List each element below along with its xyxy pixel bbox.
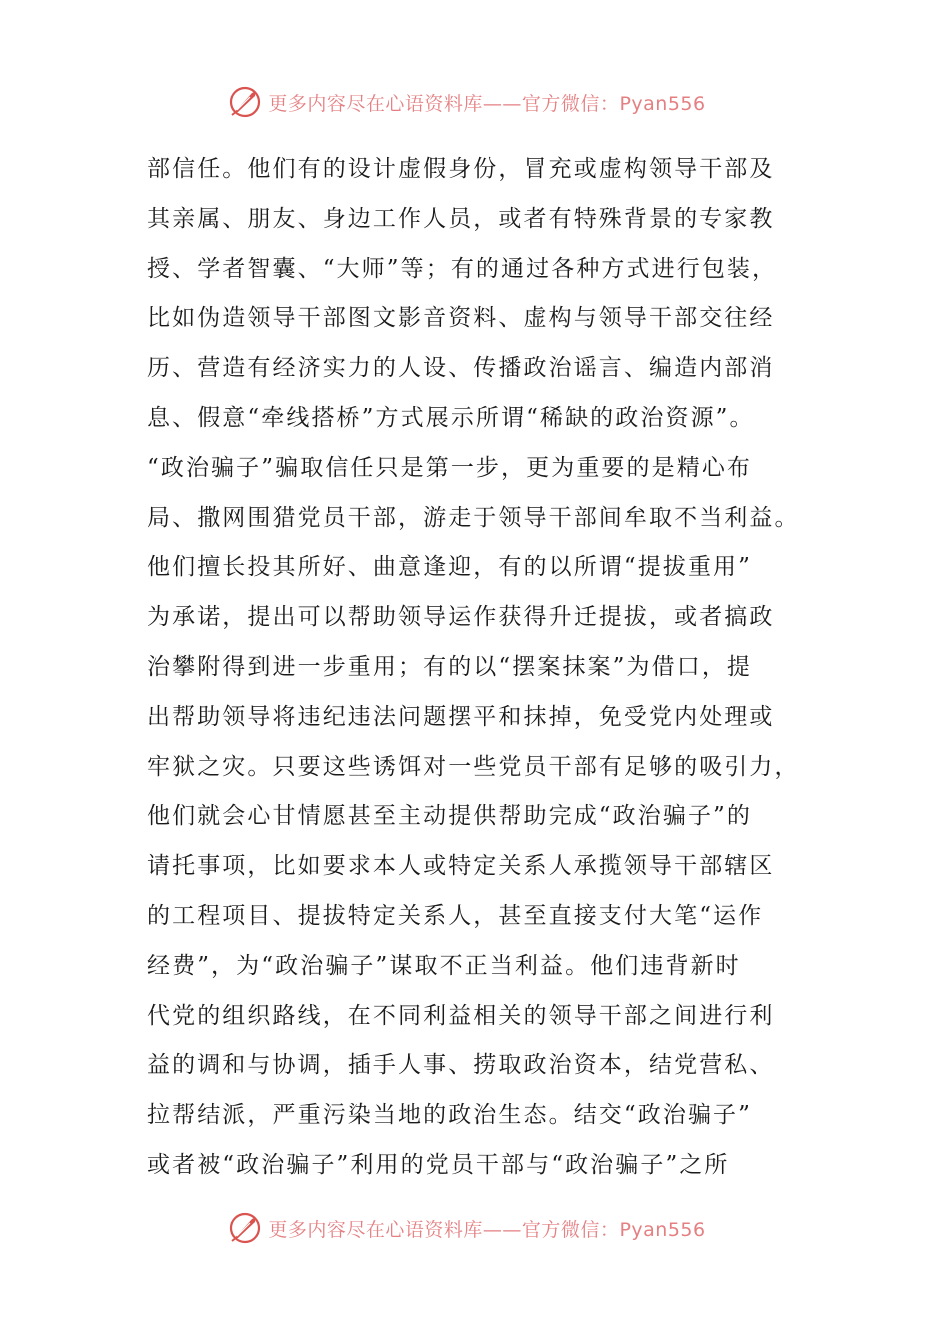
text-line: 他们擅长投其所好、曲意逢迎，有的以所谓“提拔重用” <box>147 554 753 581</box>
header-banner <box>0 82 950 122</box>
header-banner-text: 更多内容尽在心语资料库——官方微信：Pyan556 <box>268 92 706 115</box>
document-body <box>147 145 807 1191</box>
footer-banner <box>0 1208 950 1248</box>
text-line: 或者被“政治骗子”利用的党员干部与“政治骗子”之所 <box>147 1151 730 1178</box>
text-line: 代党的组织路线，在不同利益相关的领导干部之间进行利 <box>147 1002 775 1029</box>
text-line: 出帮助领导将违纪违法问题摆平和抹掉，免受党内处理或 <box>147 703 775 730</box>
text-line: 益的调和与协调，插手人事、捞取政治资本，结党营私、 <box>147 1052 775 1079</box>
text-line: 历、营造有经济实力的人设、传播政治谣言、编造内部消 <box>147 355 775 382</box>
text-line: 他们就会心甘情愿甚至主动提供帮助完成“政治骗子”的 <box>147 803 753 830</box>
text-line: 的工程项目、提拔特定关系人，甚至直接支付大笔“运作 <box>147 902 764 929</box>
text-line: 经费”，为“政治骗子”谋取不正当利益。他们违背新时 <box>147 952 741 979</box>
text-line: 授、学者智囊、“大师”等；有的通过各种方式进行包装， <box>147 255 778 282</box>
text-line: 治攀附得到进一步重用；有的以“摆案抹案”为借口，提 <box>147 653 753 680</box>
text-line: 为承诺，提出可以帮助领导运作获得升迁提拔，或者搞政 <box>147 604 775 631</box>
text-line: 请托事项，比如要求本人或特定关系人承揽领导干部辖区 <box>147 853 775 880</box>
quill-logo-icon <box>228 1211 262 1245</box>
text-line: 部信任。他们有的设计虚假身份，冒充或虚构领导干部及 <box>147 156 775 182</box>
text-line: “政治骗子”骗取信任只是第一步，更为重要的是精心布 <box>147 454 753 481</box>
quill-logo-icon <box>228 85 262 119</box>
text-line: 息、假意“牵线搭桥”方式展示所谓“稀缺的政治资源”。 <box>147 404 755 431</box>
text-line: 局、撒网围猎党员干部，游走于领导干部间牟取不当利益。 <box>147 504 800 531</box>
text-line: 拉帮结派，严重污染当地的政治生态。结交“政治骗子” <box>147 1102 753 1129</box>
text-line: 比如伪造领导干部图文影音资料、虚构与领导干部交往经 <box>147 305 775 332</box>
text-line: 牢狱之灾。只要这些诱饵对一些党员干部有足够的吸引力， <box>147 753 800 780</box>
footer-banner-text: 更多内容尽在心语资料库——官方微信：Pyan556 <box>268 1218 706 1241</box>
text-line: 其亲属、朋友、身边工作人员，或者有特殊背景的专家教 <box>147 205 775 232</box>
